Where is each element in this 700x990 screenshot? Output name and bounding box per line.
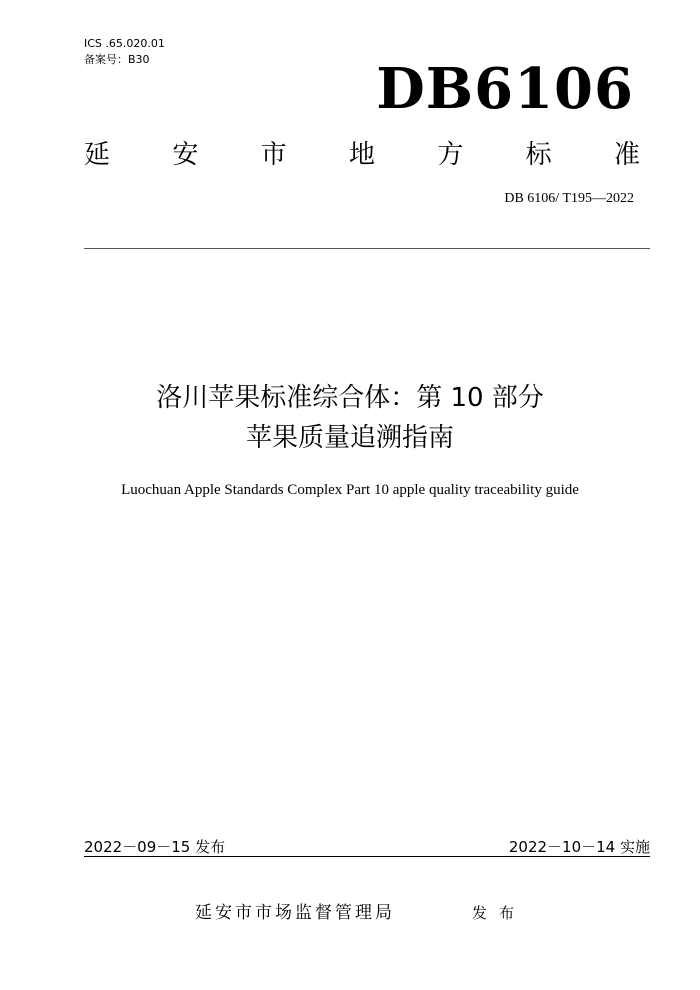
standard-type-char: 地 <box>348 140 375 170</box>
header-divider <box>84 248 650 249</box>
english-title: Luochuan Apple Standards Complex Part 10 apple quality traceability guide <box>121 482 579 498</box>
standard-type-char: 准 <box>613 140 640 170</box>
standard-number: DB 6106/ T195—2022 <box>504 191 634 206</box>
standard-type-char: 延 <box>84 140 111 170</box>
implement-date: 2022－10－14 实施 <box>508 838 650 856</box>
footer-divider <box>84 856 650 857</box>
issue-label: 发布 <box>472 904 527 922</box>
standard-type-title <box>84 138 640 172</box>
standard-type-char: 方 <box>437 140 464 170</box>
ics-code: ICS .65.020.01 <box>84 37 165 50</box>
record-number: 备案号：B30 <box>84 53 150 66</box>
date-row <box>84 837 650 857</box>
standard-code: DB6106 <box>376 56 634 122</box>
standard-type-char: 标 <box>525 140 552 170</box>
standard-type-char: 安 <box>172 140 199 170</box>
chinese-title-line-1: 洛川苹果标准综合体：第 10 部分 <box>156 383 544 413</box>
publish-date: 2022－09－15 发布 <box>84 838 226 856</box>
chinese-title-line-2: 苹果质量追溯指南 <box>245 423 454 453</box>
issuing-authority: 延安市市场监督管理局 <box>195 903 395 923</box>
standard-type-char: 市 <box>260 140 287 170</box>
